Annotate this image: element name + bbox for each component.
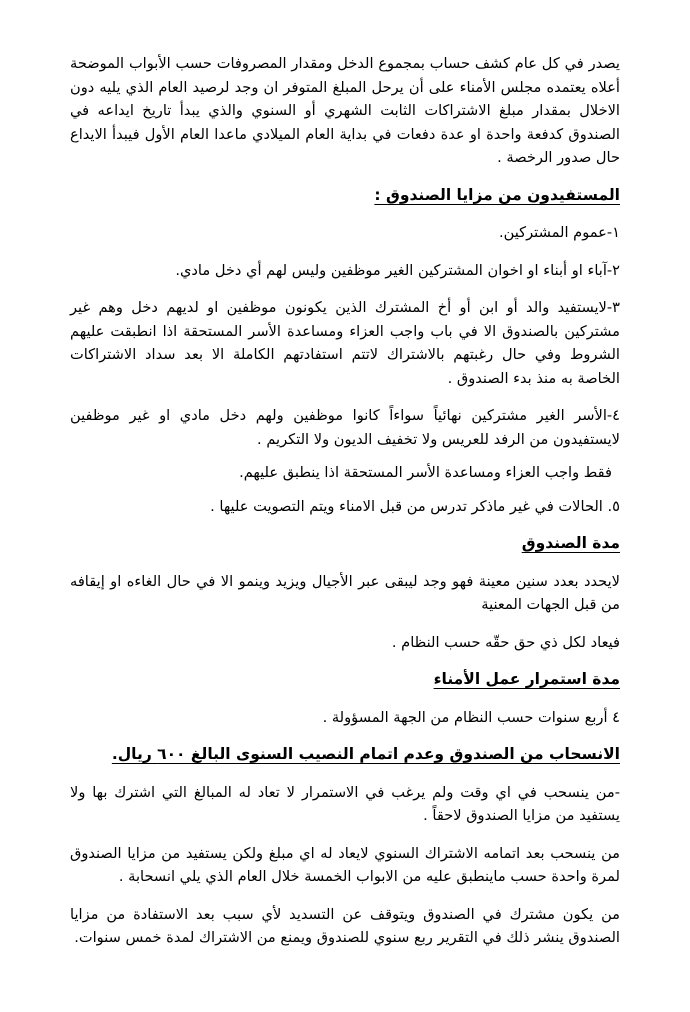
withdrawal-heading: الانسحاب من الصندوق وعدم اتمام النصيب السنوى البالغ ٦٠٠ ريال.: [111, 745, 620, 763]
fund-duration-heading: مدة الصندوق: [521, 534, 620, 552]
trustees-term-text: ٤ أربع سنوات حسب النظام من الجهة المسؤولة .: [322, 708, 620, 726]
beneficiary-item-2: ٢-آباء او أبناء او اخوان المشتركين الغير موظفين وليس لهم أي دخل مادي.: [175, 261, 620, 279]
beneficiary-item-4: ٤-الأسر الغير مشتركين نهائياً سواءاً كانوا موظفين ولهم دخل مادي او غير موظفين لايستفيدون من الرفد للعريس ولا تخفيف الديون ولا التكريم .: [70, 407, 620, 448]
beneficiary-item-4-note: فقط واجب العزاء ومساعدة الأسر المستحقة اذا ينطبق عليهم.: [239, 464, 612, 481]
document-body: [70, 52, 620, 950]
withdrawal-paragraph-2: من ينسحب بعد اتمامه الاشتراك السنوي لايعاد له اي مبلغ ولكن يستفيد من مزايا الصندوق لمرة واحدة حسب ماينطبق عليه من الابواب الخمسة خلال العام الذي يلي انسحابة .: [70, 844, 620, 885]
beneficiary-item-1: ١-عموم المشتركين.: [499, 224, 620, 241]
trustees-term-heading: مدة استمرار عمل الأمناء: [433, 670, 620, 688]
withdrawal-paragraph-1: -من ينسحب في اي وقت ولم يرغب في الاستمرار لا تعاد له المبالغ التي اشترك بها ولا يستفيد من مزايا الصندوق لاحقاً .: [70, 783, 620, 824]
fund-duration-note: فيعاد لكل ذي حق حقّه حسب النظام .: [391, 633, 620, 651]
intro-paragraph: يصدر في كل عام كشف حساب بمجموع الدخل ومقدار المصروفات حسب الأبواب الموضحة أعلاه يعتمده مجلس الأمناء على أن يرحل المبلغ المتوفر ان وجد لرصيد العام الذي يليه دون الاخلال بمقدار مبلغ الاشتراكات الثابت الشهري أو السنوي والذي يبدأ تاريخ ايداعه في الصندوق كدفعة واحدة او عدة دفعات في بداية العام الميلادي ماعدا العام الأول فيبدأ الايداع حال صدور الرخصة .: [70, 55, 620, 166]
beneficiaries-heading: المستفيدون من مزايا الصندوق :: [374, 185, 620, 204]
fund-duration-paragraph: لايحدد بعدد سنين معينة فهو وجد ليبقى عبر الأجيال ويزيد وينمو الا في حال الغاءه او إيقافه من قبل الجهات المعنية: [70, 572, 620, 613]
withdrawal-paragraph-3: من يكون مشترك في الصندوق ويتوقف عن التسديد لأي سبب بعد الاستفادة من مزايا الصندوق ينشر ذلك في التقرير ربع سنوي للصندوق ويمنع من الاشتراك لمدة خمس سنوات.: [70, 905, 620, 946]
beneficiary-item-5: ٥. الحالات في غير ماذكر تدرس من قبل الامناء ويتم التصويت عليها .: [210, 497, 620, 515]
beneficiary-item-3: ٣-لايستفيد والد أو ابن أو أخ المشترك الذين يكونون موظفين او لديهم دخل وهم غير مشتركين بالصندوق الا في باب واجب العزاء ومساعدة الأسر المستحقة اذا انطبقت عليهم الشروط وفي حال رغبتهم بالاشتراك لاتتم استفادتهم الكاملة الا بعد سداد الاشتراكات الخاصة به منذ بدء الصندوق .: [70, 299, 620, 387]
